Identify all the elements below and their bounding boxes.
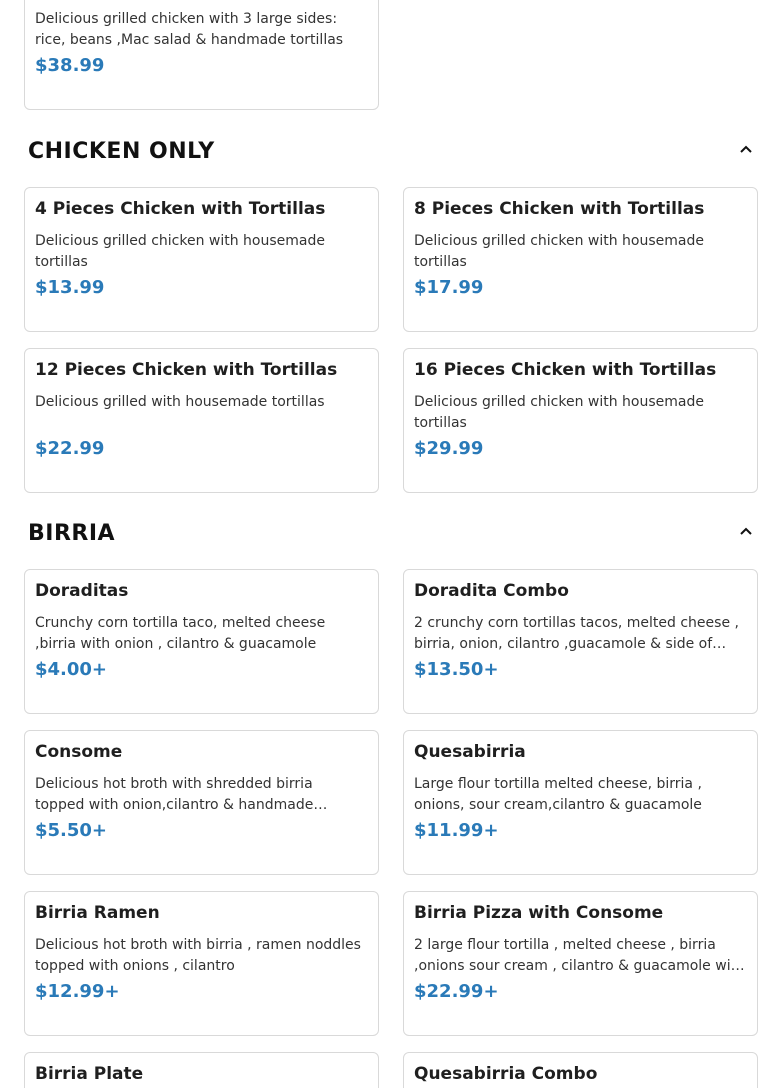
collapse-section-button[interactable] [734,137,758,161]
item-description: 2 large flour tortilla , melted cheese , birria ,onions sour cream , cilantro & guacamole wi… [414,937,745,974]
item-price: $22.99 [35,438,105,459]
menu-item-card[interactable] [24,1052,379,1088]
item-description: Delicious grilled chicken with 3 large sides: rice, beans ,Mac salad & handmade tortillas [35,11,344,48]
item-price: $17.99 [414,277,484,298]
item-name: Doradita Combo [414,581,569,601]
item-price: $4.00+ [35,659,108,680]
item-price: $22.99+ [414,981,499,1002]
section-title: BIRRIA [28,521,116,546]
item-name: Birria Plate [35,1064,144,1084]
item-price: $13.50+ [414,659,499,680]
menu-item-card[interactable] [24,569,379,714]
item-name: Birria Ramen [35,903,160,923]
menu-item-card[interactable] [24,187,379,332]
item-description: Delicious grilled chicken with housemade tortillas [414,233,704,270]
item-description: Delicious grilled chicken with housemade tortillas [35,233,325,270]
item-name: 4 Pieces Chicken with Tortillas [35,199,326,219]
item-price: $12.99+ [35,981,120,1002]
menu-item-card[interactable] [403,348,758,493]
chevron-up-icon [738,523,754,539]
item-description: 2 crunchy corn tortillas tacos, melted cheese , birria, onion, cilantro ,guacamole & side of… [414,615,739,652]
item-name: Birria Pizza with Consome [414,903,664,923]
item-name: Quesabirria [414,742,526,762]
section-header-chicken-only [28,137,758,171]
item-name: 12 Pieces Chicken with Tortillas [35,360,338,380]
menu-item-card[interactable] [24,348,379,493]
chevron-up-icon [738,141,754,157]
menu-item-card[interactable] [403,187,758,332]
item-description: Delicious hot broth with birria , ramen noddles topped with onions , cilantro [35,937,361,974]
menu-item-card[interactable] [24,891,379,1036]
menu-item-card[interactable] [24,730,379,875]
menu-item-card[interactable] [403,1052,758,1088]
item-name: Consome [35,742,123,762]
item-price: $38.99 [35,55,105,76]
item-name: Doraditas [35,581,129,601]
menu-item-card[interactable] [24,0,379,110]
item-description: Delicious grilled with housemade tortillas [35,394,325,410]
item-description: Delicious grilled chicken with housemade tortillas [414,394,704,431]
menu-item-card[interactable] [403,730,758,875]
section-header-birria [28,519,758,553]
item-name: 16 Pieces Chicken with Tortillas [414,360,717,380]
section-title: CHICKEN ONLY [28,139,215,164]
item-description: Delicious hot broth with shredded birria topped with onion,cilantro & handmade [35,776,314,813]
item-name: Quesabirria Combo [414,1064,598,1084]
menu-item-card[interactable] [403,891,758,1036]
item-description: Large flour tortilla melted cheese, birria , onions, sour cream,cilantro & guacamole [414,776,702,813]
item-price: $11.99+ [414,820,499,841]
item-price: $5.50+ [35,820,108,841]
menu-item-card[interactable] [403,569,758,714]
item-price: $29.99 [414,438,484,459]
item-price: $13.99 [35,277,105,298]
item-description: Crunchy corn tortilla taco, melted cheese ,birria with onion , cilantro & guacamole [35,615,326,652]
item-name: 8 Pieces Chicken with Tortillas [414,199,705,219]
collapse-section-button[interactable] [734,519,758,543]
